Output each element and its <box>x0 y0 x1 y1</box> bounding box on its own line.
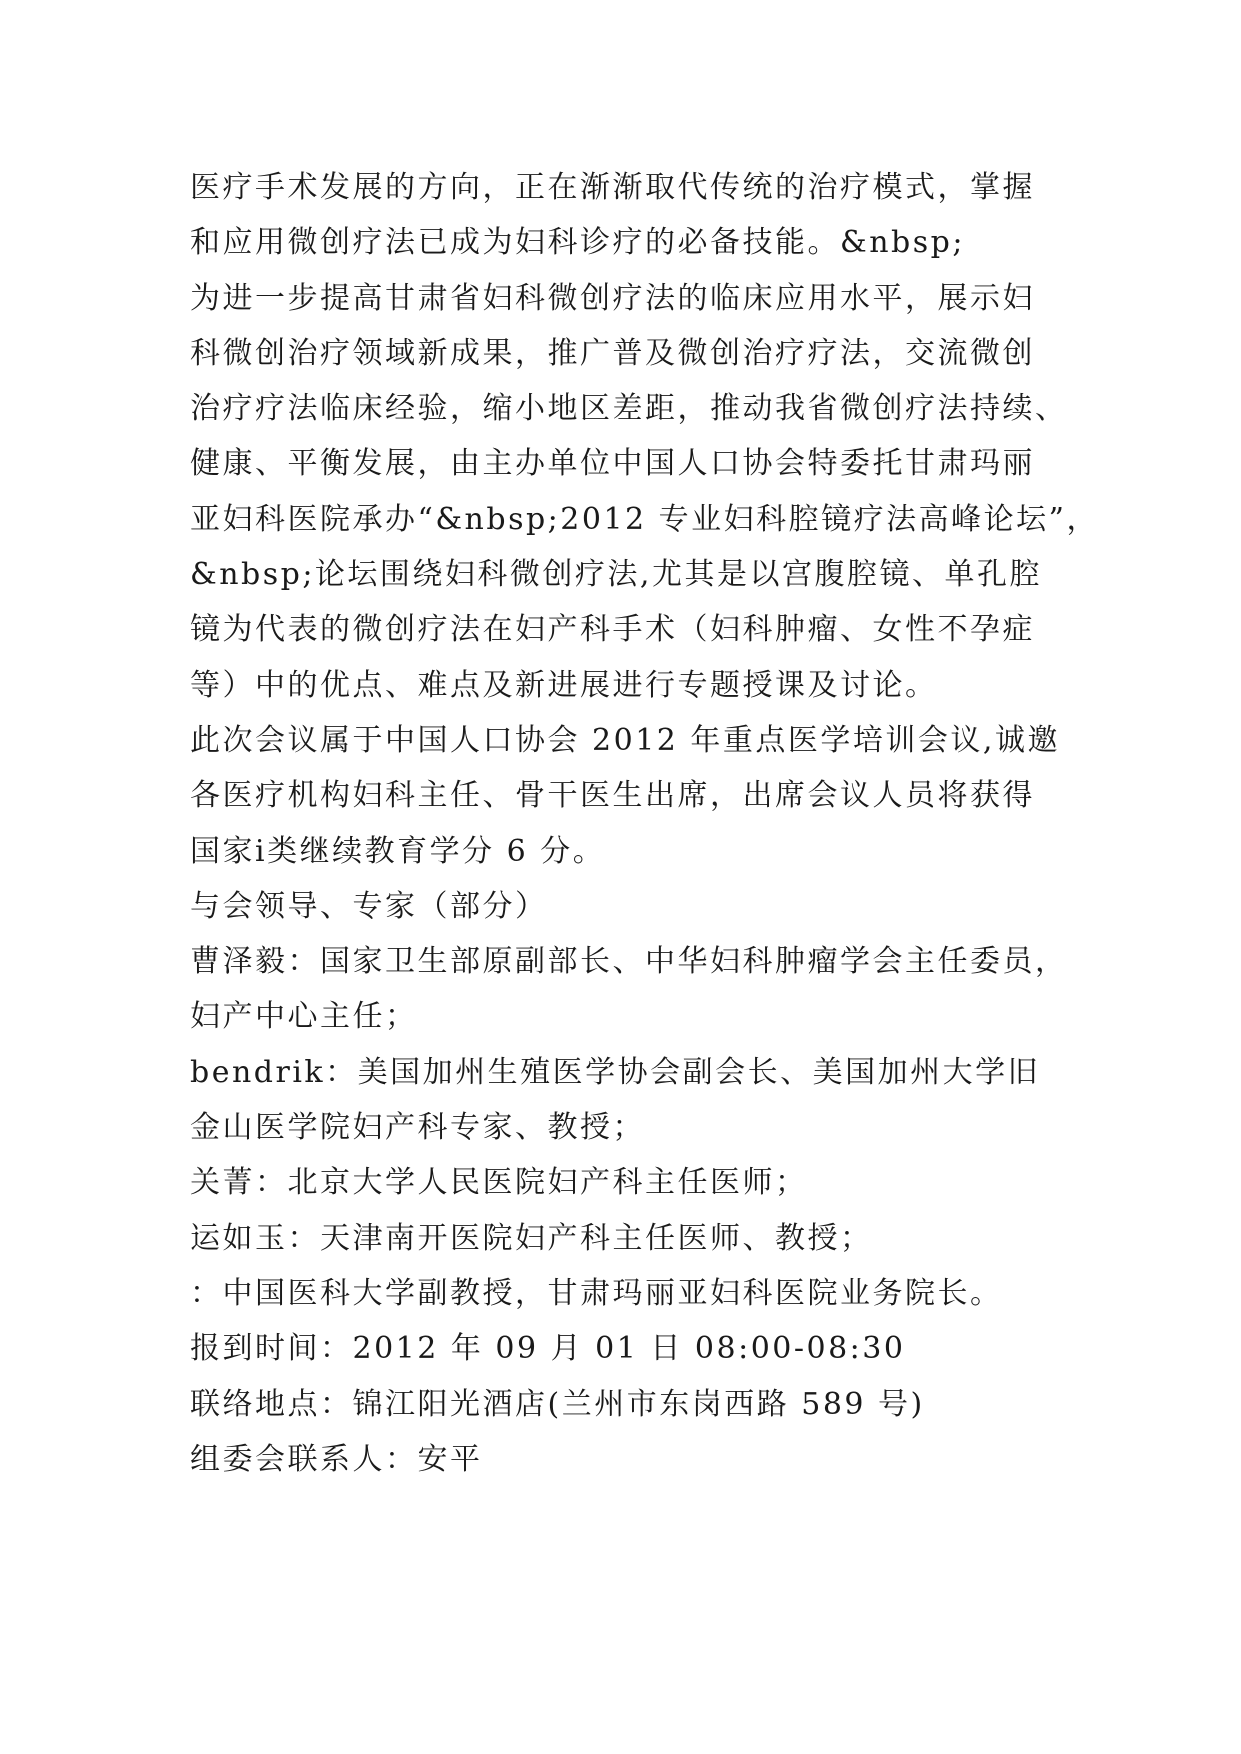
text-line-24: 组委会联系人：安平 <box>190 1441 483 1477</box>
text-line-18: 金山医学院妇产科专家、教授； <box>190 1110 645 1146</box>
document-body <box>190 160 1099 1487</box>
text-line-1: 医疗手术发展的方向，正在渐渐取代传统的治疗模式，掌握 <box>190 170 1035 205</box>
text-line-23: 联络地点：锦江阳光酒店(兰州市东岗西路 589 号) <box>190 1386 925 1422</box>
text-line-12: 各医疗机构妇科主任、骨干医生出席，出席会议人员将获得 <box>190 778 1035 814</box>
text-line-20: 运如玉：天津南开医院妇产科主任医师、教授； <box>190 1220 873 1256</box>
text-line-13: 国家ⅰ类继续教育学分 6 分。 <box>190 833 606 869</box>
text-line-6: 健康、平衡发展，由主办单位中国人口协会特委托甘肃玛丽 <box>190 446 1035 482</box>
text-line-3: 为进一步提高甘肃省妇科微创疗法的临床应用水平，展示妇 <box>190 280 1035 316</box>
text-line-17: bendrik：美国加州生殖医学协会副会长、美国加州大学旧 <box>190 1054 1041 1090</box>
text-line-5: 治疗疗法临床经验，缩小地区差距，推动我省微创疗法持续、 <box>190 391 1068 427</box>
text-line-9: 镜为代表的微创疗法在妇产科手术（妇科肿瘤、女性不孕症 <box>190 612 1035 648</box>
text-line-22: 报到时间：2012 年 09 月 01 日 08:00-08:30 <box>190 1331 906 1367</box>
text-line-16: 妇产中心主任； <box>190 999 418 1035</box>
text-line-7: 亚妇科医院承办“&nbsp;2012 专业妇科腔镜疗法高峰论坛”， <box>190 501 1099 537</box>
text-line-11: 此次会议属于中国人口协会 2012 年重点医学培训会议,诚邀 <box>190 722 1060 758</box>
text-line-15: 曹泽毅：国家卫生部原副部长、中华妇科肿瘤学会主任委员， <box>190 944 1068 980</box>
text-line-8: &nbsp;论坛围绕妇科微创疗法,尤其是以宫腹腔镜、单孔腔 <box>190 557 1042 593</box>
text-line-2: 和应用微创疗法已成为妇科诊疗的必备技能。&nbsp; <box>190 225 965 261</box>
text-line-4: 科微创治疗领域新成果，推广普及微创治疗疗法，交流微创 <box>190 335 1035 371</box>
text-line-14: 与会领导、专家（部分） <box>190 888 548 924</box>
text-line-19: 关菁：北京大学人民医院妇产科主任医师； <box>190 1165 808 1201</box>
text-line-21: ：中国医科大学副教授，甘肃玛丽亚妇科医院业务院长。 <box>190 1275 1003 1311</box>
text-line-10: 等）中的优点、难点及新进展进行专题授课及讨论。 <box>190 667 938 703</box>
